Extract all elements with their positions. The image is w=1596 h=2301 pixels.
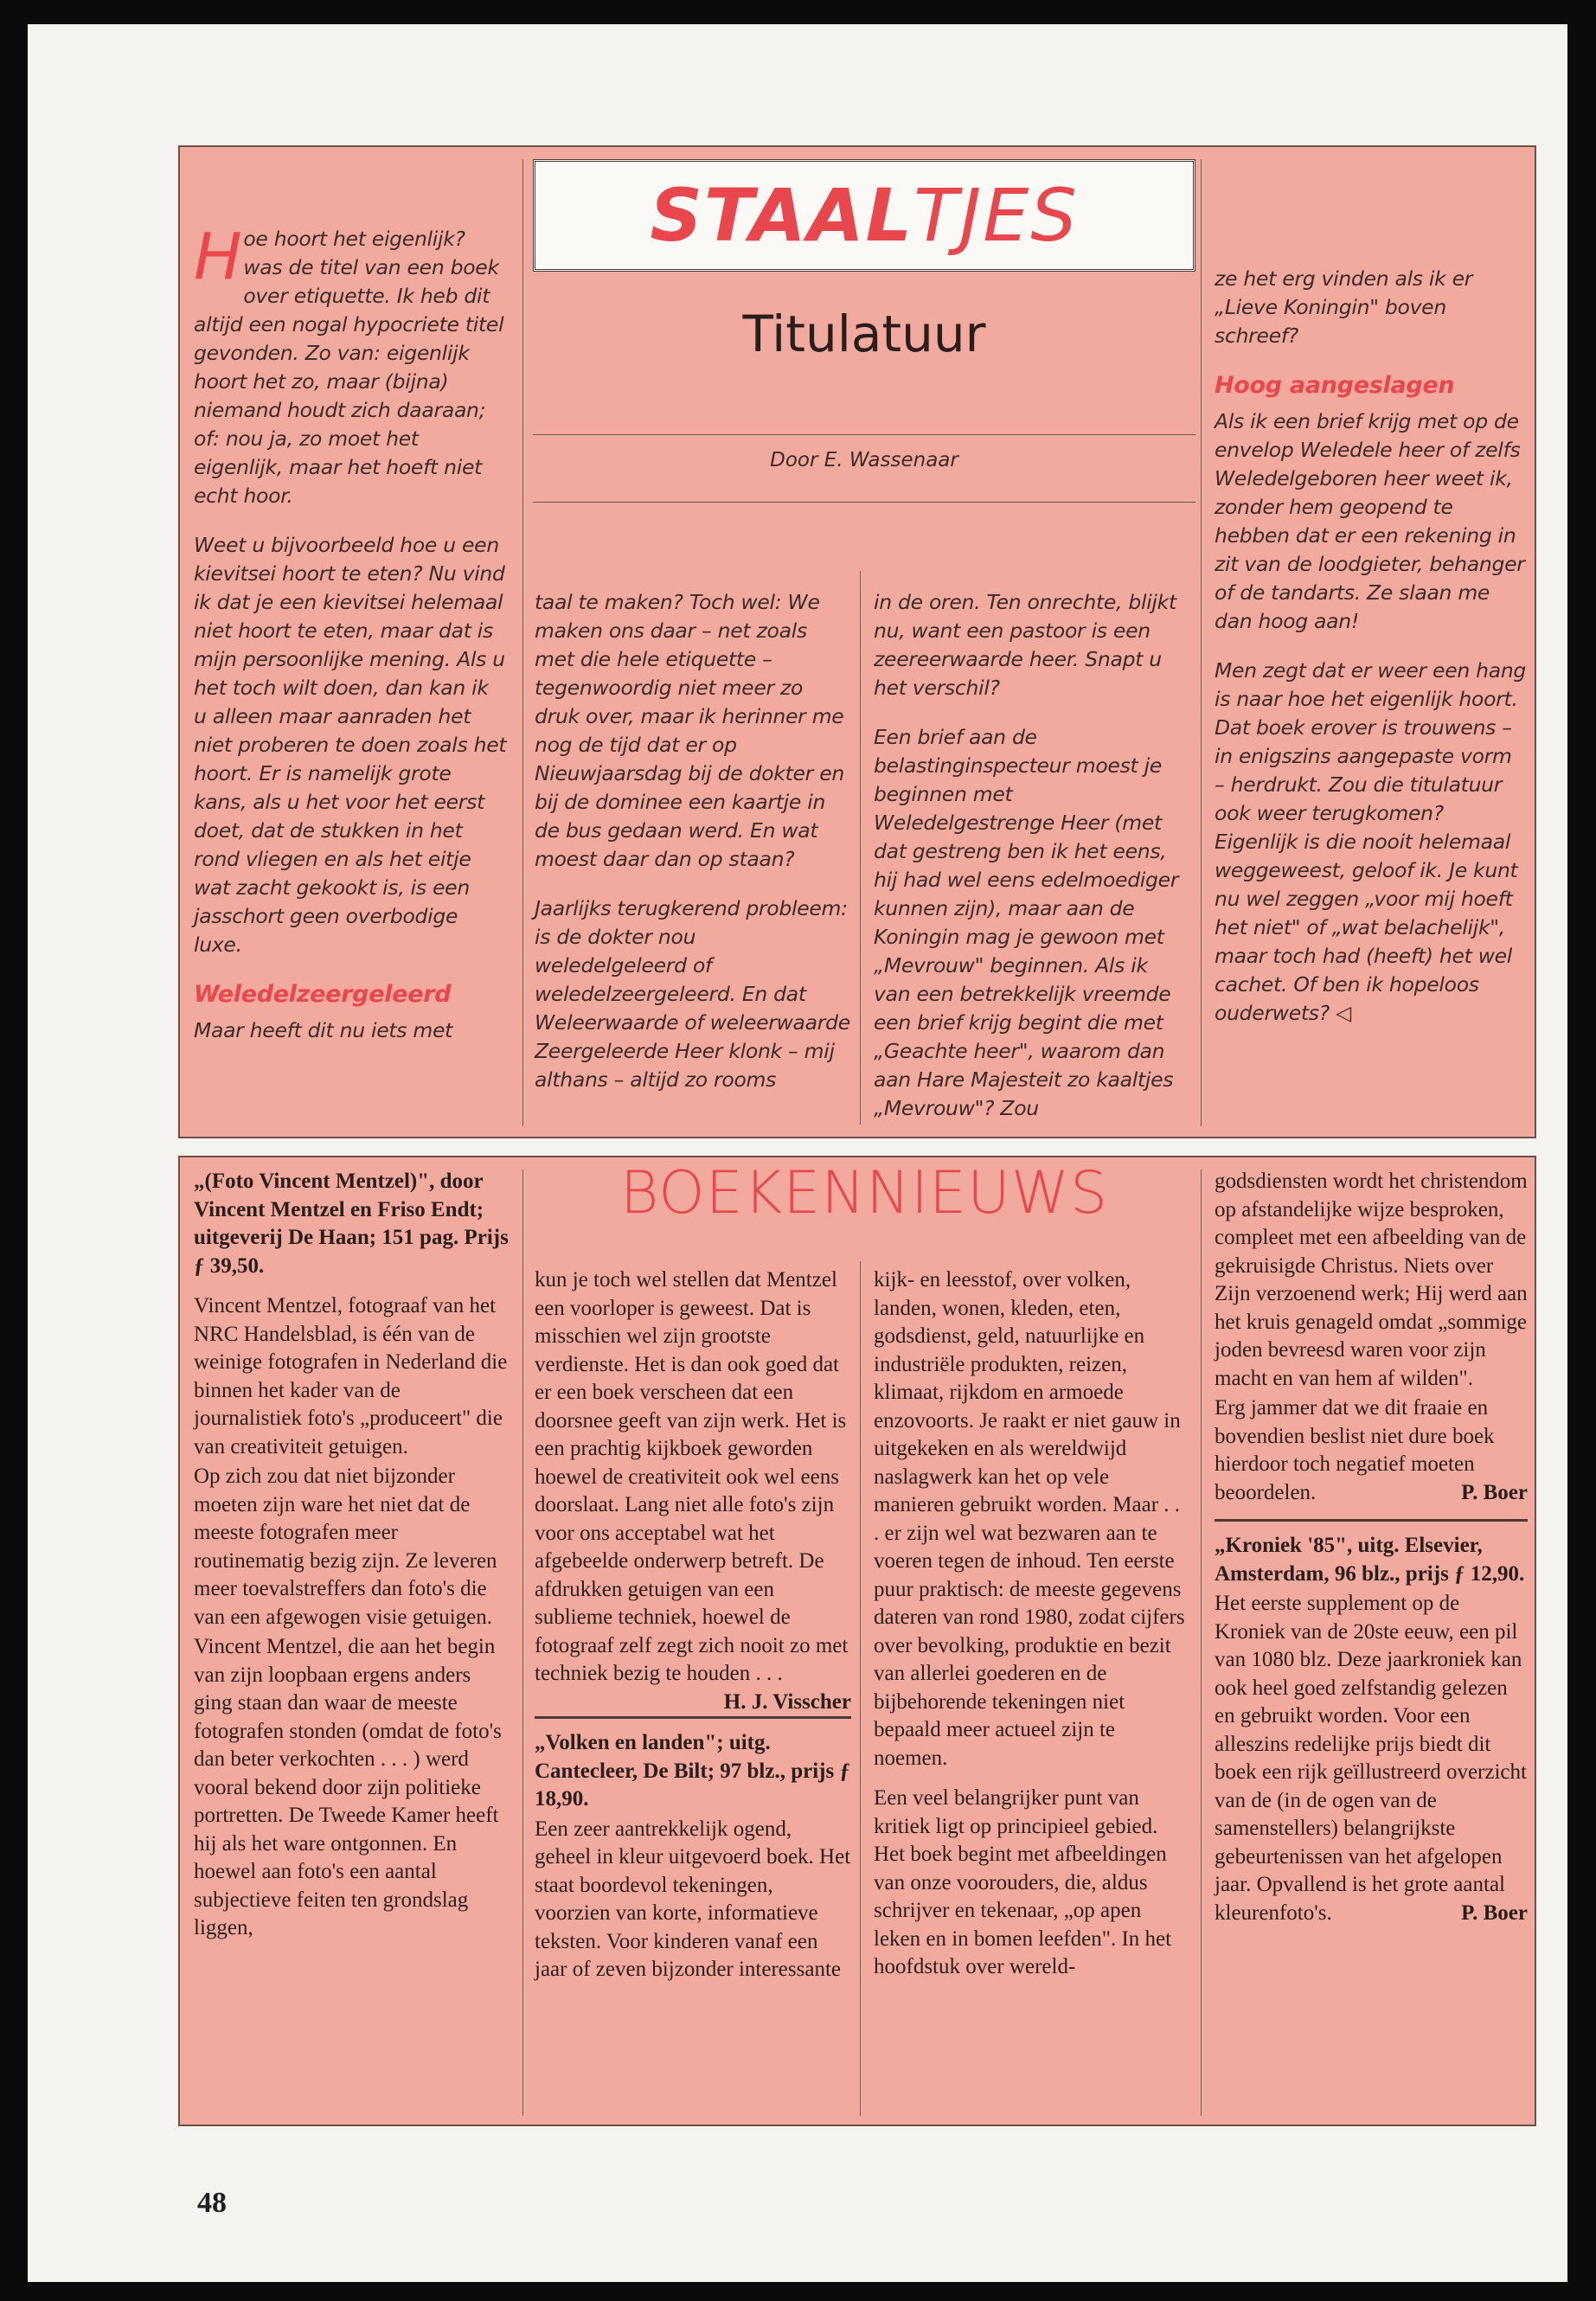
author-signature: H. J. Visscher	[723, 1689, 851, 1714]
boekennieuws-column-3	[874, 1266, 1190, 1994]
intro-paragraph: Hoe hoort het eigenlijk? was de titel van een boek over etiquette. Ik heb dit altijd een nogal hypocriete titel gevonden. Zo van: eigenlijk hoort het zo, maar (bijna) niemand houdt zich daaraan; of: nou ja, zo moet het eigenlijk, maar het hoeft niet echt hoor.	[194, 220, 504, 508]
author-signature: P. Boer	[1461, 1900, 1528, 1925]
review-paragraph: kijk- en leesstof, over volken, landen, wonen, kleden, eten, godsdienst, geld, natuurlijke en industriële produkten, reizen, klimaat, rijkdom en armoede enzovoorts. Je raakt er niet gauw in uitgekeken en als wereldwijd naslagwerk kan het op vele manieren gebruikt worden. Maar . . . er zijn wel wat bezwaren aan te voeren tegen de inhoud. Ten eerste puur praktisch: de meeste gegevens dateren van rond 1980, zodat cijfers over bevolking, produktie en bezit van allerlei goederen en de bijbehorende tekeningen niet bepaald meer actueel zijn te noemen.	[874, 1268, 1185, 1770]
review-paragraph: Vincent Mentzel, fotograaf van het NRC Handelsblad, is één van de weinige fotografen in Nederland die binnen het kader van de journalistiek foto's „produceert" die van creativiteit getuigen.	[194, 1294, 508, 1458]
article-paragraph: ze het erg vinden als ik er „Lieve Koningin" boven schreef?	[1215, 266, 1473, 348]
end-of-article-icon: ◁	[1336, 1001, 1351, 1025]
column-rule	[860, 1261, 861, 2116]
byline: Door E. Wassenaar	[770, 449, 958, 471]
review-paragraph: Op zich zou dat niet bijzonder moeten zijn ware het niet dat de meeste fotografen meer routinematig bezig zijn. Ze leveren meer toevalstreffers dan foto's die van een afgewogen visie getuigen.	[194, 1465, 497, 1629]
book-heading: „Volken en landen"; uitg. Cantecleer, De Bilt; 97 blz., prijs ƒ 18,90.	[535, 1731, 850, 1811]
review-paragraph: godsdiensten wordt het christendom op afstandelijke wijze besproken, compleet met een afbeelding van de gekruisigde Christus. Niets over Zijn verzoenend werk; Hij werd aan het kruis genageld omdat „sommige joden bevreesd waren voor zijn macht en van hem af wilden".	[1215, 1170, 1528, 1390]
boekennieuws-panel	[178, 1156, 1536, 2126]
column-rule	[522, 1170, 523, 2116]
article-paragraph: in de oren. Ten onrechte, blijkt nu, want een pastoor is een zeereerwaarde heer. Snapt u het verschil?	[874, 590, 1176, 700]
article-paragraph: Als ik een brief krijg met op de envelop Weledele heer of zelfs Weledelgeboren heer weet ik, zonder hem geopend te hebben dat er een rekening in zit van de loodgieter, behanger of de tandarts. Ze slaan me dan hoog aan!	[1215, 409, 1525, 633]
article-headline: Titulatuur	[742, 304, 986, 363]
staaltjes-column-2	[535, 588, 851, 1115]
book-heading: „(Foto Vincent Mentzel)", door Vincent Mentzel en Friso Endt; uitgeverij De Haan; 151 pag. Prijs ƒ 39,50.	[194, 1170, 509, 1278]
boekennieuws-column-4	[1215, 1168, 1528, 1939]
review-separator	[1215, 1519, 1528, 1522]
staaltjes-column-4	[1215, 265, 1528, 1048]
author-signature: P. Boer	[1461, 1480, 1528, 1504]
column-rule	[860, 571, 861, 1125]
boekennieuws-column-2	[535, 1266, 851, 1997]
review-paragraph: Het eerste supplement op de Kroniek van de 20ste eeuw, een pil van 1080 blz. Deze jaarkroniek kan ook heel goed zelfstandig gelezen en gebruikt worden. Voor een alleszins redelijke prijs biedt dit boek een rijk geïllustreerd overzicht van de (in de ogen van de samenstellers) belangrijkste gebeurtenissen van het afgelopen jaar. Opvallend is het grote aantal kleurenfoto's. P. Boer	[1215, 1590, 1528, 1927]
review-paragraph: Vincent Mentzel, die aan het begin van zijn loopbaan ergens anders ging staan dan waar de meeste fotografen stonden (omdat de foto's dan beter verkochten . . . ) werd vooral bekend door zijn politieke portretten. De Tweede Kamer heeft hij als het ware ontgonnen. En hoewel aan foto's een aantal subjectieve feiten ten grondslag liggen,	[194, 1635, 502, 1939]
article-paragraph: Weet u bijvoorbeeld hoe u een kievitsei hoort te eten? Nu vind ik dat je een kievitsei helemaal niet hoort te eten, maar dat is mijn persoonlijke mening. Als u het toch wilt doen, dan kan ik u alleen maar aanraden het niet proberen te doen zoals het hoort. Er is namelijk grote kans, als u het voor het eerst doet, dat de stukken in het rond vliegen en als het eitje wat zacht gekookt is, is een jasschort geen overbodige luxe.	[194, 533, 507, 957]
section-title-box	[533, 159, 1195, 272]
boekennieuws-header	[533, 1157, 1195, 1253]
boekennieuws-column-1	[194, 1168, 510, 1955]
section-title: BOEKENNIEUWS	[619, 1159, 1109, 1227]
subheading-hoog-aangeslagen: Hoog aangeslagen	[1215, 372, 1455, 399]
review-paragraph: Een veel belangrijker punt van kritiek ligt op principieel gebied. Het boek begint met afbeeldingen van onze voorouders, die, aldus schrijver en tekenaar, „op apen leken en in bomen leefden". In het hoofdstuk over wereld-	[874, 1786, 1172, 1978]
review-paragraph: kun je toch wel stellen dat Mentzel een voorloper is geweest. Dat is misschien wel zijn grootste verdienste. Het is dan ook goed dat er een boek verscheen dat een doorsnee geeft van zijn werk. Het is een prachtig kijkboek geworden hoewel de creativiteit ook wel eens doorslaat. Lang niet alle foto's zijn voor ons acceptabel wat het afgebeelde onderwerp betreft. De afdrukken getuigen van een sublieme techniek, hoewel de fotograaf zelf zegt zich nooit zo met techniek bezig te houden . . . H. J. Visscher	[535, 1266, 851, 1689]
staaltjes-column-1	[194, 220, 507, 1066]
review-paragraph: Een zeer aantrekkelijk ogend, geheel in kleur uitgevoerd boek. Het staat boordevol tekeningen, voorzien van korte, informatieve teksten. Voor kinderen vanaf een jaar of zeven bijzonder interessante	[535, 1817, 851, 1981]
article-paragraph: taal te maken? Toch wel: We maken ons daar – net zoals met die hele etiquette – tegenwoordig niet meer zo druk over, maar ik herinner me nog de tijd dat er op Nieuwjaarsdag bij de dokter en bij de dominee een kaartje in de bus gedaan werd. En wat moest daar dan op staan?	[535, 590, 844, 871]
staaltjes-column-3	[874, 588, 1190, 1144]
divider	[533, 502, 1195, 503]
section-title-bold: STAAL	[650, 173, 914, 258]
section-title-light: TJES	[913, 173, 1079, 258]
article-paragraph: Jaarlijks terugkerend probleem: is de dokter nou weledelgeleerd of weledelzeergeleerd. En dat Weleerwaarde of weleerwaarde Zeergeleerde Heer klonk – mij althans – altijd zo rooms	[535, 896, 850, 1092]
divider	[533, 434, 1195, 435]
review-paragraph: Erg jammer dat we dit fraaie en bovendien beslist niet dure boek hierdoor toch negatief moeten beoordelen. P. Boer	[1215, 1394, 1528, 1507]
article-paragraph: Een brief aan de belastinginspecteur moest je beginnen met Weledelgestrenge Heer (met dat gestreng ben ik het eens, hij had wel eens edelmoediger kunnen zijn), maar aan de Koningin mag je gewoon met „Mevrouw" beginnen. Als ik van een betrekkelijk vreemde een brief krijg begint die met „Geachte heer", waarom dan aan Hare Majesteit zo kaaltjes „Mevrouw"? Zou	[874, 725, 1179, 1120]
column-rule	[522, 159, 523, 1126]
page-number: 48	[197, 2187, 227, 2219]
article-paragraph: Men zegt dat er weer een hang is naar hoe het eigenlijk hoort. Dat boek erover is trouwens – in enigszins aangepaste vorm – herdrukt. Zou die titulatuur ook weer terugkomen? Eigenlijk is die nooit helemaal weggeweest, geloof ik. Je kunt nu wel zeggen „voor mij hoeft het niet" of „wat belachelijk", maar toch had (heeft) het wel cachet. Of ben ik hopeloos ouderwets? ◁	[1215, 658, 1527, 1025]
drop-cap: H	[194, 220, 242, 294]
column-rule	[1201, 1170, 1202, 2116]
staaltjes-header	[533, 159, 1195, 574]
staaltjes-panel	[178, 145, 1536, 1138]
subheading-weledelzeergeleerd: Weledelzeergeleerd	[194, 981, 452, 1008]
article-paragraph: Maar heeft dit nu iets met	[194, 1018, 453, 1042]
review-separator	[535, 1716, 851, 1719]
column-rule	[1201, 159, 1202, 1126]
magazine-page	[28, 24, 1567, 2282]
book-heading: „Kroniek '85", uitg. Elsevier, Amsterdam, 96 blz., prijs ƒ 12,90.	[1215, 1534, 1525, 1586]
